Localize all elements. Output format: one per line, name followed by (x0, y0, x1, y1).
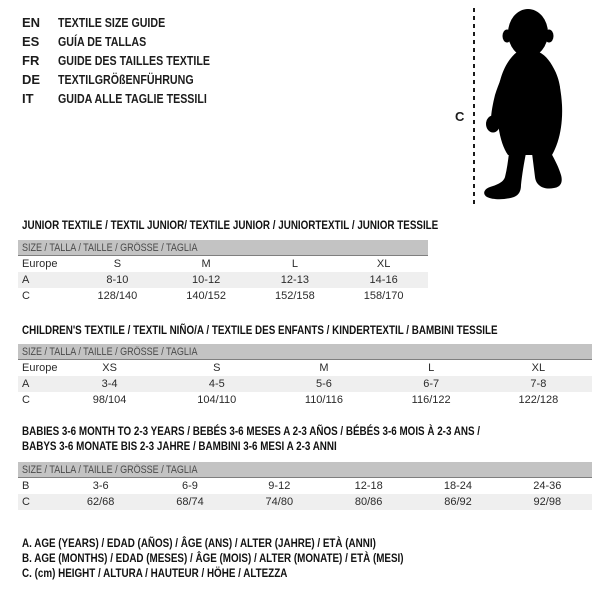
row-label: B (22, 480, 30, 492)
cell: 92/98 (533, 496, 562, 508)
cell: XL (376, 258, 391, 270)
cell: 9-12 (268, 480, 291, 492)
cell: M (319, 362, 329, 374)
children-table-title (22, 323, 600, 338)
cell: 68/74 (176, 496, 204, 508)
cell: 128/140 (97, 290, 138, 302)
cell: 12-18 (354, 480, 383, 492)
lang-label: GUÍA DE TALLAS (58, 34, 147, 49)
table-row-europe (18, 256, 428, 272)
cell: 86/92 (444, 496, 472, 508)
lang-code: DE (22, 72, 41, 87)
cell: S (213, 362, 221, 374)
cell: 104/110 (197, 394, 237, 406)
size-header-bar (18, 462, 592, 478)
note-age-years (22, 536, 487, 551)
note-age-months-text: B. AGE (MONTHS) / EDAD (MESES) / ÂGE (MOIS) / ALTER (MONATE) / ETÀ (MESI) (22, 551, 404, 565)
baby-silhouette-icon (481, 5, 579, 209)
cell: 3-6 (92, 480, 109, 492)
size-header-text: SIZE / TALLA / TAILLE / GRÖSSE / TAGLIA (22, 242, 198, 254)
junior-table-title (22, 218, 530, 233)
cell: L (291, 258, 298, 270)
cell: 5-6 (316, 378, 332, 390)
legend-notes (22, 536, 487, 581)
lang-code: FR (22, 53, 40, 68)
cell: 10-12 (192, 274, 221, 286)
cell: 152/158 (274, 290, 315, 302)
cell: L (428, 362, 435, 374)
cell: 18-24 (443, 480, 473, 492)
size-header-bar (18, 344, 592, 360)
cell: 4-5 (208, 378, 225, 390)
row-label: Europe (22, 258, 58, 270)
children-table-title-text: CHILDREN'S TEXTILE / TEXTIL NIÑO/A / TEXTILE DES ENFANTS / KINDERTEXTIL / BAMBINI TESSILE (22, 323, 498, 337)
lang-label: TEXTILE SIZE GUIDE (58, 15, 166, 30)
row-label: C (22, 394, 30, 406)
note-age-years-text: A. AGE (YEARS) / EDAD (AÑOS) / ÂGE (ANS) / ALTER (JAHRE) / ETÀ (ANNI) (22, 536, 376, 550)
cell: XL (531, 362, 546, 374)
size-header-bar (18, 240, 428, 256)
lang-row-es (22, 32, 243, 51)
cell: M (201, 258, 211, 270)
table-row-months (18, 478, 592, 494)
lang-label: GUIDE DES TAILLES TEXTILE (58, 53, 211, 68)
size-header-text: SIZE / TALLA / TAILLE / GRÖSSE / TAGLIA (22, 346, 198, 358)
babies-table-title-line2: BABYS 3-6 MONATE BIS 2-3 JAHRE / BAMBINI 3-6 MESI A 2-3 ANNI (22, 439, 337, 453)
note-age-months (22, 551, 487, 566)
lang-code: EN (22, 15, 41, 30)
cell: 80/86 (354, 496, 383, 508)
lang-code: ES (22, 34, 40, 49)
junior-table (18, 256, 428, 304)
children-table (18, 360, 592, 408)
junior-size-table (18, 240, 428, 304)
cell: 62/68 (86, 496, 115, 508)
lang-label: GUIDA ALLE TAGLIE TESSILI (58, 91, 207, 106)
cell: 3-4 (101, 378, 118, 390)
row-label: A (22, 274, 30, 286)
cell: 6-9 (182, 480, 198, 492)
lang-code: IT (22, 91, 34, 106)
cell: 74/80 (265, 496, 294, 508)
table-row-height (18, 494, 592, 510)
note-height-cm (22, 566, 487, 581)
row-label: A (22, 378, 30, 390)
babies-size-table (18, 462, 592, 510)
size-header-text: SIZE / TALLA / TAILLE / GRÖSSE / TAGLIA (22, 464, 198, 476)
table-row-europe (18, 360, 592, 376)
row-label: C (22, 496, 30, 508)
table-row-age (18, 272, 428, 288)
cell: XS (102, 362, 117, 374)
table-row-height (18, 288, 428, 304)
cell: 122/128 (518, 394, 559, 406)
lang-row-de (22, 70, 243, 89)
row-label: C (22, 290, 30, 302)
cell: 12-13 (280, 274, 309, 286)
table-row-height (18, 392, 592, 408)
lang-row-fr (22, 51, 243, 70)
cell: 7-8 (530, 378, 547, 390)
junior-table-title-text: JUNIOR TEXTILE / TEXTIL JUNIOR/ TEXTILE JUNIOR / JUNIORTEXTIL / JUNIOR TESSILE (22, 218, 439, 232)
cell: 158/170 (363, 290, 404, 302)
babies-table (18, 478, 592, 510)
cell: 6-7 (423, 378, 440, 390)
height-measure-label: C (455, 109, 465, 124)
lang-row-en (22, 13, 243, 32)
lang-row-it (22, 89, 243, 108)
babies-table-title (22, 424, 581, 454)
cell: S (113, 258, 122, 270)
row-label: Europe (22, 362, 58, 374)
cell: 98/104 (92, 394, 127, 406)
babies-table-title-line1: BABIES 3-6 MONTH TO 2-3 YEARS / BEBÉS 3-6 MESES A 2-3 AÑOS / BÉBÉS 3-6 MOIS À 2-3 ANS / (22, 424, 481, 438)
cell: 110/116 (304, 394, 344, 406)
cell: 116/122 (411, 394, 451, 406)
note-height-cm-text: C. (cm) HEIGHT / ALTURA / HAUTEUR / HÖHE / ALTEZZA (22, 566, 288, 580)
cell: 14-16 (369, 274, 398, 286)
table-row-age (18, 376, 592, 392)
language-title-list (22, 13, 243, 108)
height-measure-dashed-line (473, 8, 475, 207)
lang-label: TEXTILGRÖßENFÜHRUNG (58, 72, 194, 87)
children-size-table (18, 344, 592, 408)
cell: 8-10 (106, 274, 129, 286)
cell: 140/152 (186, 290, 226, 302)
cell: 24-36 (533, 480, 562, 492)
